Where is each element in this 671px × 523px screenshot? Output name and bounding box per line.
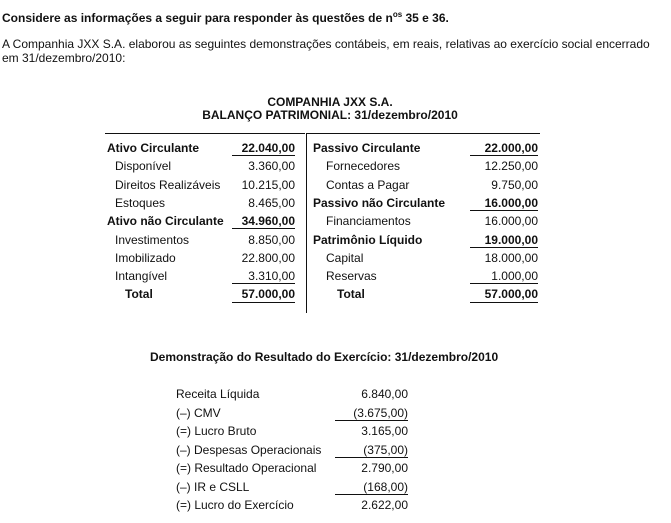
balance-left-value: 57.000,00 [232, 287, 295, 303]
balance-left-label: Imobilizado [115, 251, 176, 265]
balance-right-label: Reservas [326, 269, 377, 283]
balance-left-label: Investimentos [115, 233, 190, 247]
balance-left-label: Disponível [115, 159, 172, 173]
income-title: Demonstração do Resultado do Exercício: 31/dezembro/2010 [150, 350, 499, 364]
income-value: 6.840,00 [361, 387, 408, 401]
left-rule-top [105, 133, 305, 134]
balance-right-value: 57.000,00 [470, 287, 538, 303]
income-value: 2.622,00 [361, 498, 408, 512]
balance-left-label: Ativo não Circulante [107, 214, 224, 228]
balance-right-label: Capital [326, 251, 364, 265]
balance-right-label: Patrimônio Líquido [313, 233, 423, 247]
income-label: (=) Resultado Operacional [176, 461, 317, 475]
balance-right-value: 9.750,00 [491, 178, 538, 192]
balance-right-label: Fornecedores [326, 159, 401, 173]
balance-left-value: 22.800,00 [241, 251, 295, 265]
balance-left-value: 10.215,00 [241, 178, 295, 192]
balance-title: BALANÇO PATRIMONIAL: 31/dezembro/2010 [202, 108, 458, 122]
balance-right-value: 1.000,00 [470, 269, 538, 284]
balance-left-label: Total [125, 287, 153, 301]
balance-right-value: 12.250,00 [484, 159, 538, 173]
right-rule-top [307, 133, 540, 134]
balance-left-value: 8.850,00 [248, 233, 295, 247]
balance-right-label: Contas a Pagar [326, 178, 410, 192]
balance-right-value: 19.000,00 [470, 233, 538, 248]
income-value: 3.165,00 [361, 424, 408, 438]
balance-left-label: Ativo Circulante [107, 141, 200, 155]
balance-right-label: Passivo não Circulante [313, 196, 446, 210]
balance-right-value: 16.000,00 [484, 214, 538, 228]
income-value: (168,00) [335, 480, 408, 495]
balance-left-value: 34.960,00 [232, 214, 295, 229]
balance-left-label: Estoques [115, 196, 166, 210]
income-label: (–) IR e CSLL [176, 480, 250, 494]
question-heading: Considere as informações a seguir para responder às questões de $n^{os}$ 35 e 36. [2, 10, 449, 25]
balance-left-value: 3.360,00 [248, 159, 295, 173]
balance-right-value: 18.000,00 [484, 251, 538, 265]
intro-line-2: em 31/dezembro/2010: [2, 51, 126, 65]
balance-right-label: Financiamentos [326, 214, 411, 228]
intro-line-1: A Companhia JXX S.A. elaborou as seguintes demonstrações contábeis, em reais, relativas ao exercício social encerrado [2, 37, 650, 51]
income-label: (–) Despesas Operacionais [176, 443, 322, 457]
income-label: (=) Lucro do Exercício [176, 498, 294, 512]
income-value: (375,00) [335, 443, 408, 458]
balance-left-value: 3.310,00 [232, 269, 295, 284]
income-value: (3.675,00) [335, 406, 408, 421]
balance-right-value: 16.000,00 [470, 196, 538, 211]
balance-left-value: 22.040,00 [232, 141, 295, 156]
balance-right-value: 22.000,00 [470, 141, 538, 156]
balance-right-label: Total [337, 287, 365, 301]
income-label: (=) Lucro Bruto [176, 424, 257, 438]
income-label: (–) CMV [176, 406, 221, 420]
balance-left-label: Intangível [115, 269, 168, 283]
company-title: COMPANHIA JXX S.A. [267, 95, 393, 109]
income-label: Receita Líquida [176, 387, 260, 401]
balance-divider [306, 133, 307, 313]
balance-left-value: 8.465,00 [248, 196, 295, 210]
income-value: 2.790,00 [361, 461, 408, 475]
balance-right-label: Passivo Circulante [313, 141, 421, 155]
balance-left-label: Direitos Realizáveis [115, 178, 221, 192]
